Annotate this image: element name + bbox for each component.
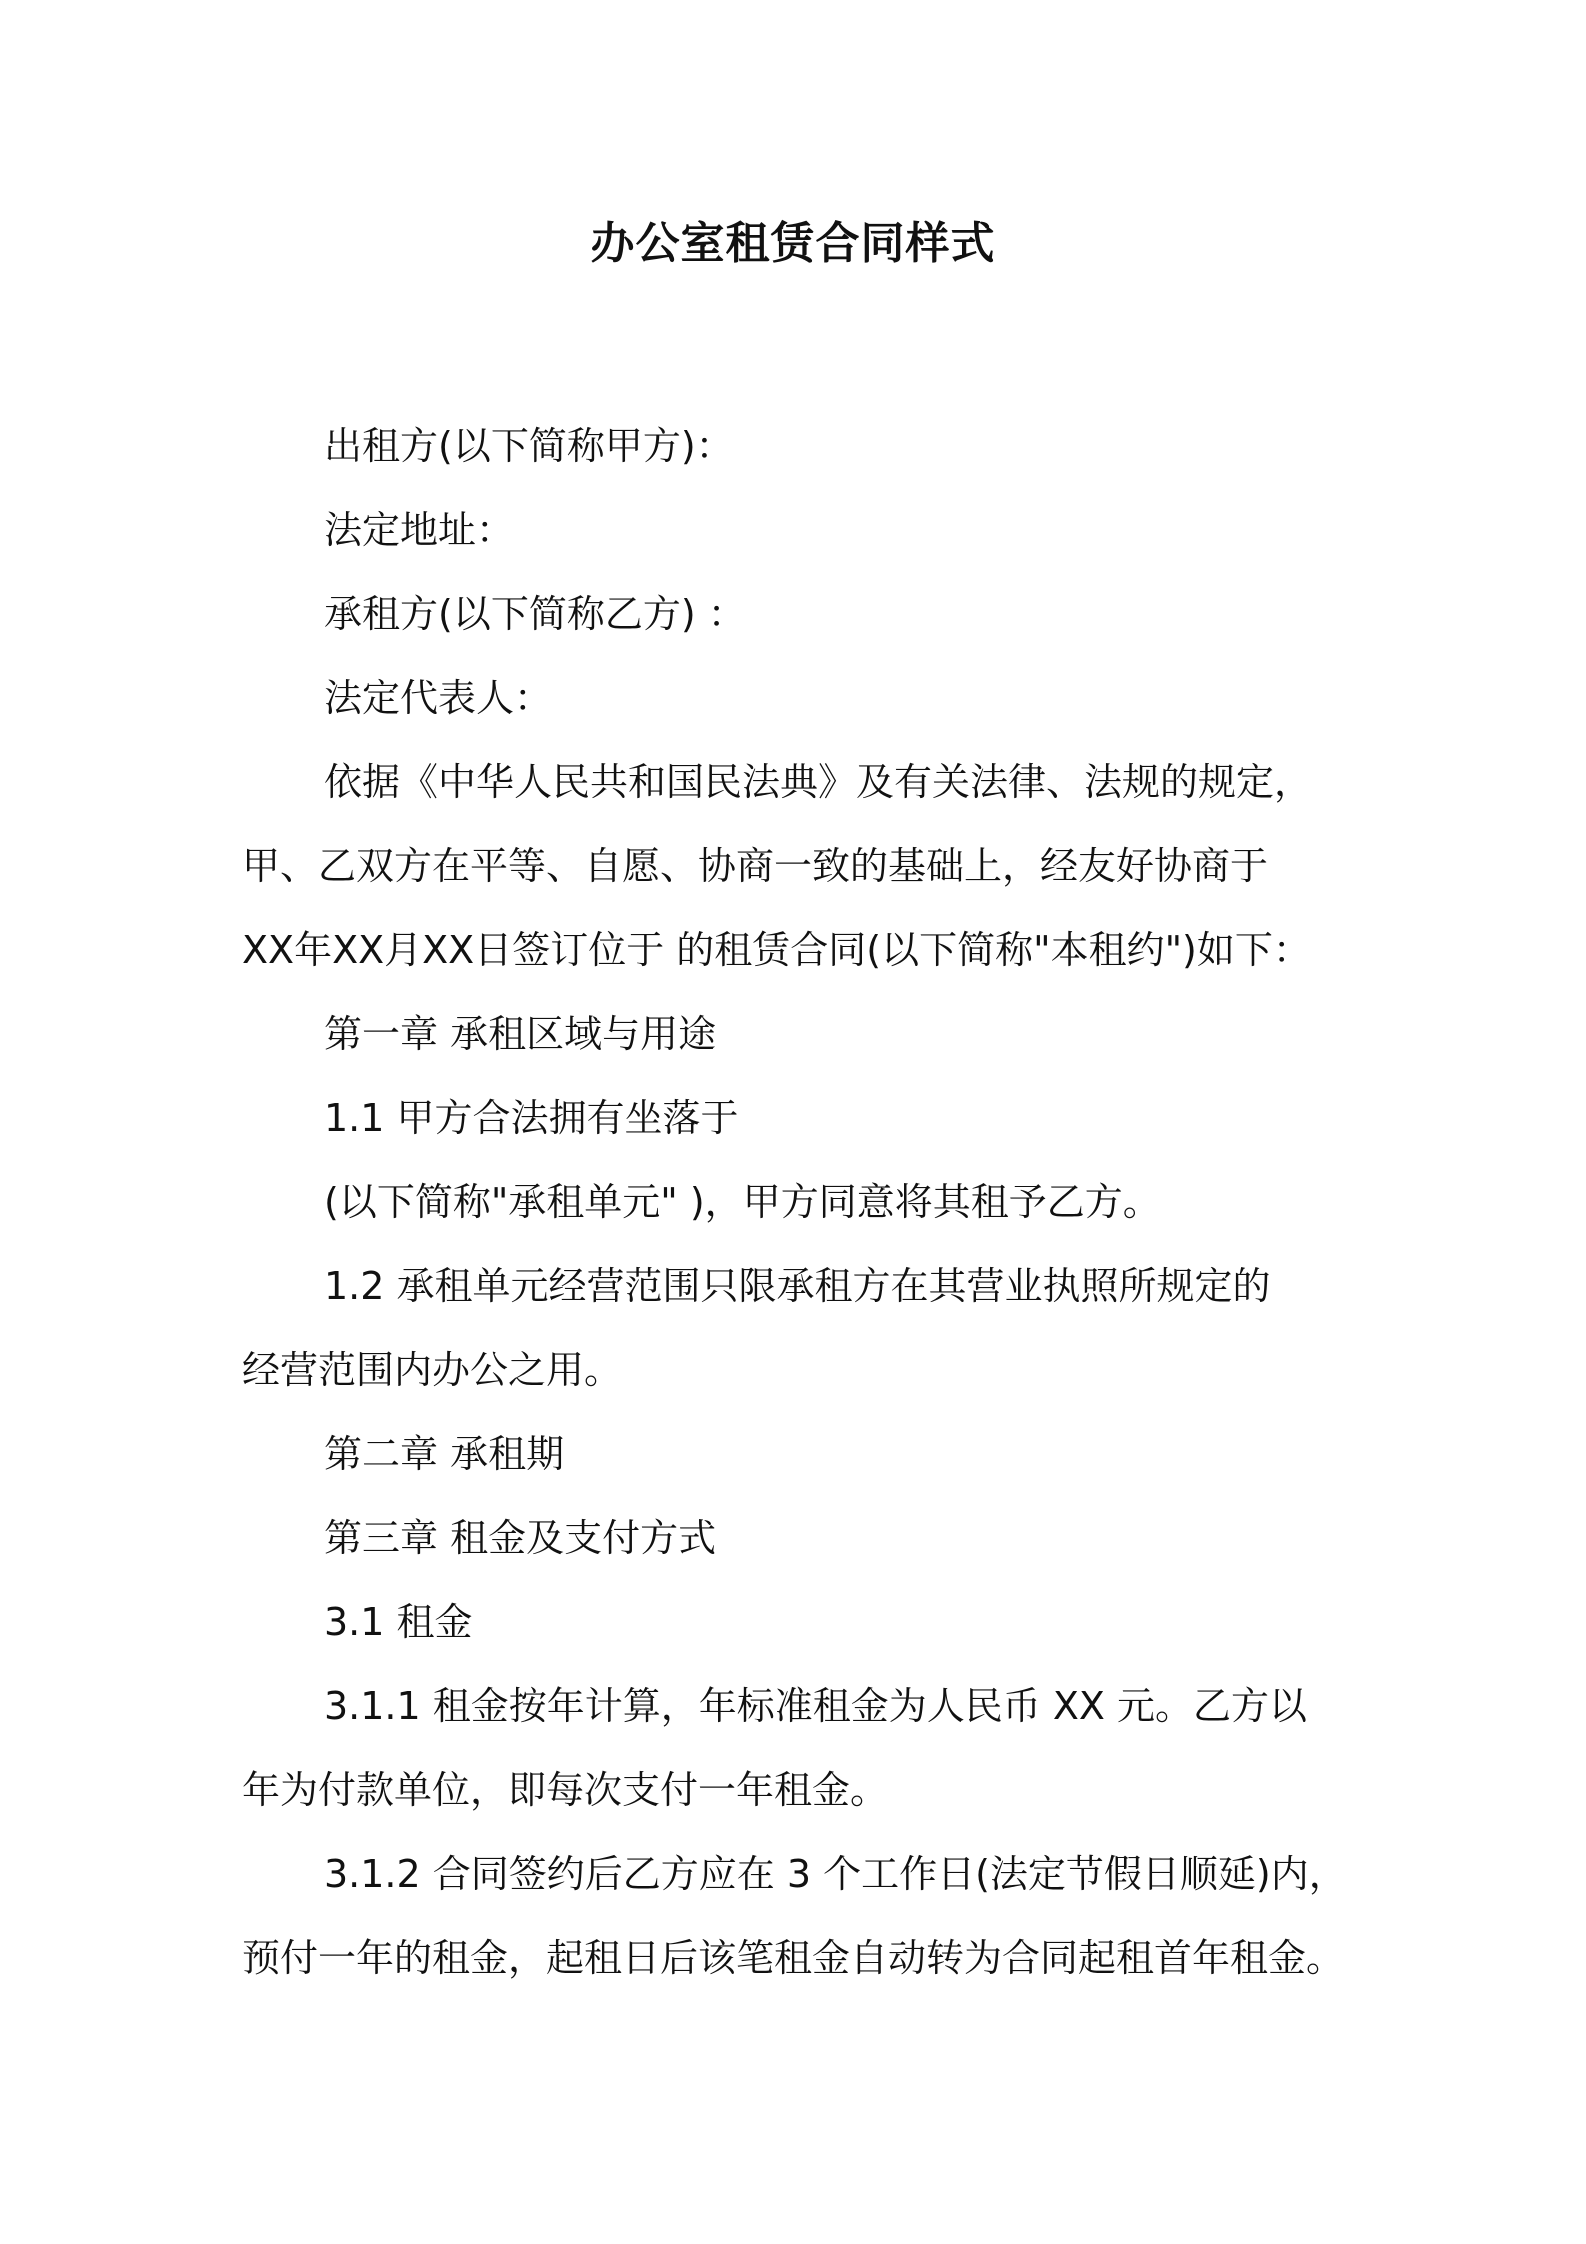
lessee-line: 承租方(以下简称乙方) ： [324,592,746,636]
clause-3-1-1-line-2: 年为付款单位，即每次支付一年租金。 [242,1768,889,1812]
clause-1-2-line-2: 经营范围内办公之用。 [242,1348,623,1392]
clause-3-1-2-line-1: 3.1.2 合同签约后乙方应在 3 个工作日(法定节假日顺延)内， [324,1852,1347,1896]
chapter-1-heading: 第一章 承租区域与用途 [324,1012,717,1056]
clause-3-1-2-line-2: 预付一年的租金，起租日后该笔租金自动转为合同起租首年租金。 [242,1936,1345,1980]
document-title: 办公室租赁合同样式 [590,218,996,269]
clause-3-1-1-line-1: 3.1.1 租金按年计算，年标准租金为人民币 XX 元。乙方以 [324,1684,1307,1728]
preamble-line-3: XX年XX月XX日签订位于 的租赁合同(以下简称"本租约")如下： [242,928,1311,972]
document-body [242,404,1382,2000]
clause-3-1-heading: 3.1 租金 [324,1600,473,1644]
chapter-2-heading: 第二章 承租期 [324,1432,565,1476]
legal-address-line: 法定地址： [324,508,515,552]
preamble-line-1: 依据《中华人民共和国民法典》及有关法律、法规的规定， [324,760,1313,804]
preamble-line-2: 甲、乙双方在平等、自愿、协商一致的基础上，经友好协商于 [242,844,1269,888]
clause-1-1-line-2: (以下简称"承租单元" )，甲方同意将其租予乙方。 [324,1180,1161,1224]
clause-1-1-line-1: 1.1 甲方合法拥有坐落于 [324,1096,739,1140]
chapter-3-heading: 第三章 租金及支付方式 [324,1516,717,1560]
clause-1-2-line-1: 1.2 承租单元经营范围只限承租方在其营业执照所规定的 [324,1264,1271,1308]
lessor-line: 出租方(以下简称甲方)： [324,424,734,468]
legal-representative-line: 法定代表人： [324,676,553,720]
